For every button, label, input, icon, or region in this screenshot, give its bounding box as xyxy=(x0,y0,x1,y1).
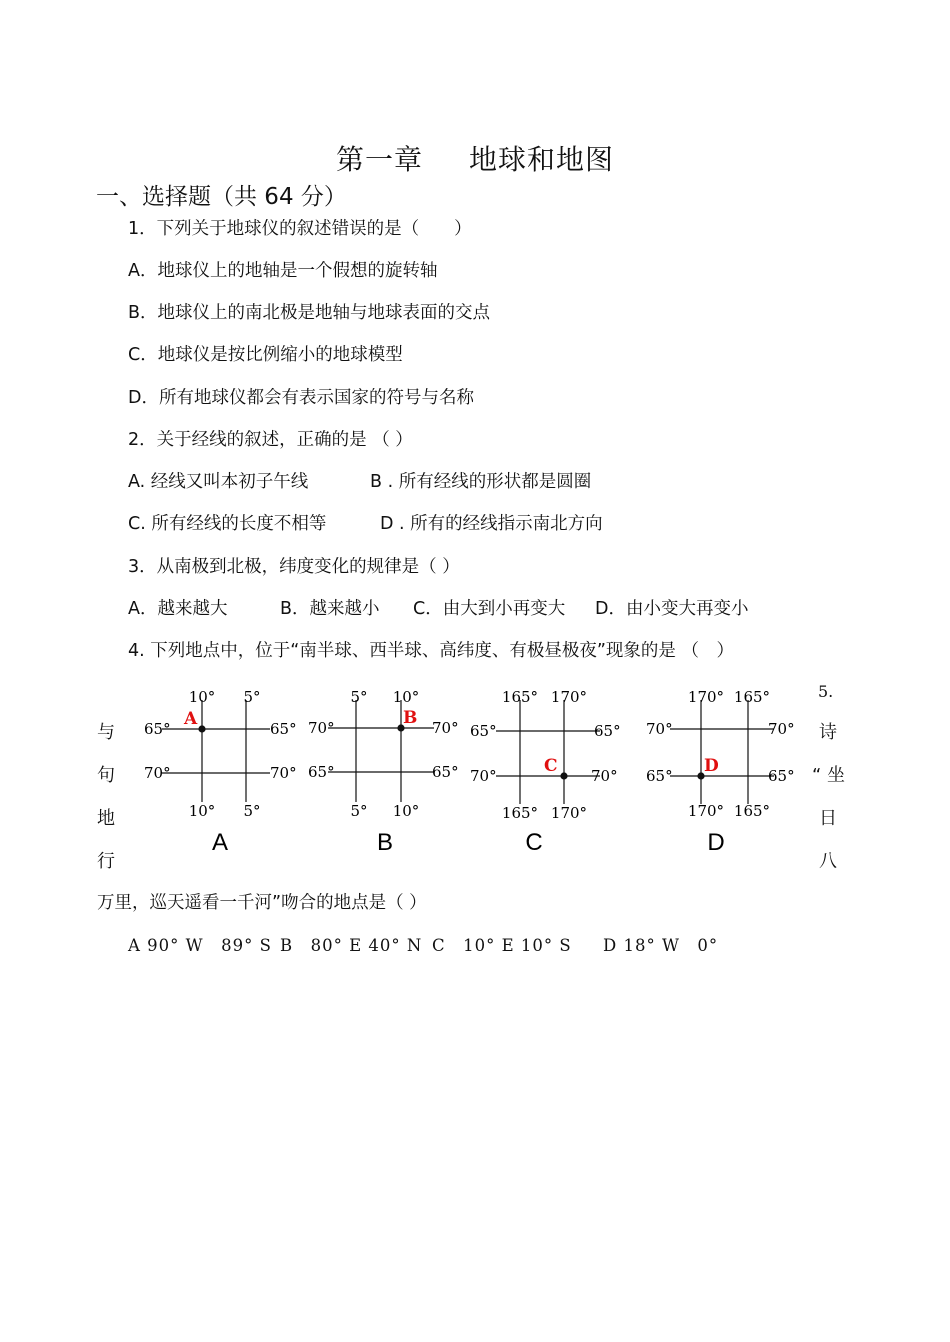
question-5-tail: 万里，巡天遥看一千河”吻合的地点是（ ） xyxy=(97,893,427,913)
point-c-label: C xyxy=(544,756,558,776)
point-b-label: B xyxy=(403,708,418,728)
figure-c-caption: C xyxy=(525,829,543,856)
question-2-option-c: C. 所有经线的长度不相等 xyxy=(128,514,327,534)
grid-c-right-label: 70° xyxy=(591,767,618,785)
question-2-option-b: B . 所有经线的形状都是圆圈 xyxy=(370,472,592,492)
question-5-right-char: 日 xyxy=(819,808,837,829)
grid-a-right-label: 65° xyxy=(270,720,297,738)
question-5-left-char: 与 xyxy=(97,722,115,743)
question-5-left-char: 地 xyxy=(97,808,115,829)
point-a-marker xyxy=(198,725,205,732)
question-5-right-char: 八 xyxy=(819,851,837,872)
grid-a-right-label: 70° xyxy=(270,764,297,782)
figure-d-caption: D xyxy=(707,829,725,856)
point-d-label: D xyxy=(704,756,719,776)
question-3-stem: 3．从南极到北极，纬度变化的规律是（ ） xyxy=(128,557,460,577)
question-5-left-char: 句 xyxy=(97,765,115,786)
grid-d-top-label: 165° xyxy=(733,688,771,706)
question-1-option-b: B．地球仪上的南北极是地轴与地球表面的交点 xyxy=(128,303,491,323)
section-heading: 一、选择题（共 64 分） xyxy=(96,184,347,210)
grid-b-right-label: 65° xyxy=(432,763,459,781)
grid-figure-a xyxy=(144,688,297,856)
grid-a-left-label: 70° xyxy=(144,764,171,782)
point-a-label: A xyxy=(184,709,198,729)
question-5-option-c: C 10° E 10° S xyxy=(432,936,572,955)
grid-b-right-label: 70° xyxy=(432,719,459,737)
question-3-option-a: A．越来越大 xyxy=(128,599,228,619)
grid-a-top-label: 10° xyxy=(188,688,216,706)
grid-b-top-label: 10° xyxy=(392,688,420,706)
figure-a-caption: A xyxy=(211,829,229,856)
grid-figure-c xyxy=(470,688,621,856)
grid-figure-d xyxy=(646,688,795,856)
question-5-option-a: A 90° W 89° S xyxy=(128,936,272,955)
grid-a-bottom-label: 5° xyxy=(243,802,261,820)
question-3-option-c: C．由大到小再变大 xyxy=(413,599,566,619)
figure-b-caption: B xyxy=(376,829,394,856)
grid-d-top-label: 170° xyxy=(687,688,725,706)
page-title xyxy=(0,138,950,178)
grid-a-left-label: 65° xyxy=(144,720,171,738)
grid-d-left-label: 65° xyxy=(646,767,673,785)
question-2-option-d: D . 所有的经线指示南北方向 xyxy=(380,514,603,534)
grid-b-left-label: 70° xyxy=(308,719,335,737)
grid-figure-b xyxy=(308,688,459,856)
grid-c-top-label: 170° xyxy=(550,688,588,706)
question-5-left-char: 行 xyxy=(97,851,115,872)
question-2-stem: 2．关于经线的叙述，正确的是 （ ） xyxy=(128,430,413,450)
title-chapter: 第一章 xyxy=(335,143,423,176)
question-5-right-char: “ 坐 xyxy=(812,765,846,786)
grid-d-bottom-label: 165° xyxy=(733,802,771,820)
question-5-right-char: 诗 xyxy=(819,722,837,743)
question-1-stem: 1．下列关于地球仪的叙述错误的是（ ） xyxy=(128,219,472,239)
grid-c-bottom-label: 165° xyxy=(501,804,539,822)
question-3-option-d: D．由小变大再变小 xyxy=(595,599,749,619)
question-1-option-d: D．所有地球仪都会有表示国家的符号与名称 xyxy=(128,388,474,408)
grid-c-bottom-label: 170° xyxy=(550,804,588,822)
grid-d-left-label: 70° xyxy=(646,720,673,738)
grid-b-bottom-label: 5° xyxy=(350,802,368,820)
grid-c-top-label: 165° xyxy=(501,688,539,706)
grid-c-left-label: 70° xyxy=(470,767,497,785)
grid-a-bottom-label: 10° xyxy=(188,802,216,820)
question-4-stem: 4. 下列地点中，位于“南半球、西半球、高纬度、有极昼极夜”现象的是 （ ） xyxy=(128,641,734,661)
question-1-option-a: A．地球仪上的地轴是一个假想的旋转轴 xyxy=(128,261,438,281)
point-c-marker xyxy=(560,772,567,779)
grid-b-left-label: 65° xyxy=(308,763,335,781)
grid-d-right-label: 70° xyxy=(768,720,795,738)
question-2-option-a: A. 经线又叫本初子午线 xyxy=(128,472,309,492)
title-subject: 地球和地图 xyxy=(469,143,615,176)
grid-a-top-label: 5° xyxy=(243,688,261,706)
latlon-grid-figures xyxy=(140,680,800,860)
grid-b-bottom-label: 10° xyxy=(392,802,420,820)
grid-c-right-label: 65° xyxy=(594,722,621,740)
question-3-option-b: B．越来越小 xyxy=(280,599,380,619)
grid-b-top-label: 5° xyxy=(350,688,368,706)
grid-c-left-label: 65° xyxy=(470,722,497,740)
question-5-option-d: D 18° W 0° xyxy=(603,936,719,955)
grid-d-bottom-label: 170° xyxy=(687,802,725,820)
question-5-option-b: B 80° E 40° N xyxy=(280,936,423,955)
question-5-number: 5. xyxy=(818,682,834,701)
question-1-option-c: C．地球仪是按比例缩小的地球模型 xyxy=(128,345,403,365)
grid-d-right-label: 65° xyxy=(768,767,795,785)
